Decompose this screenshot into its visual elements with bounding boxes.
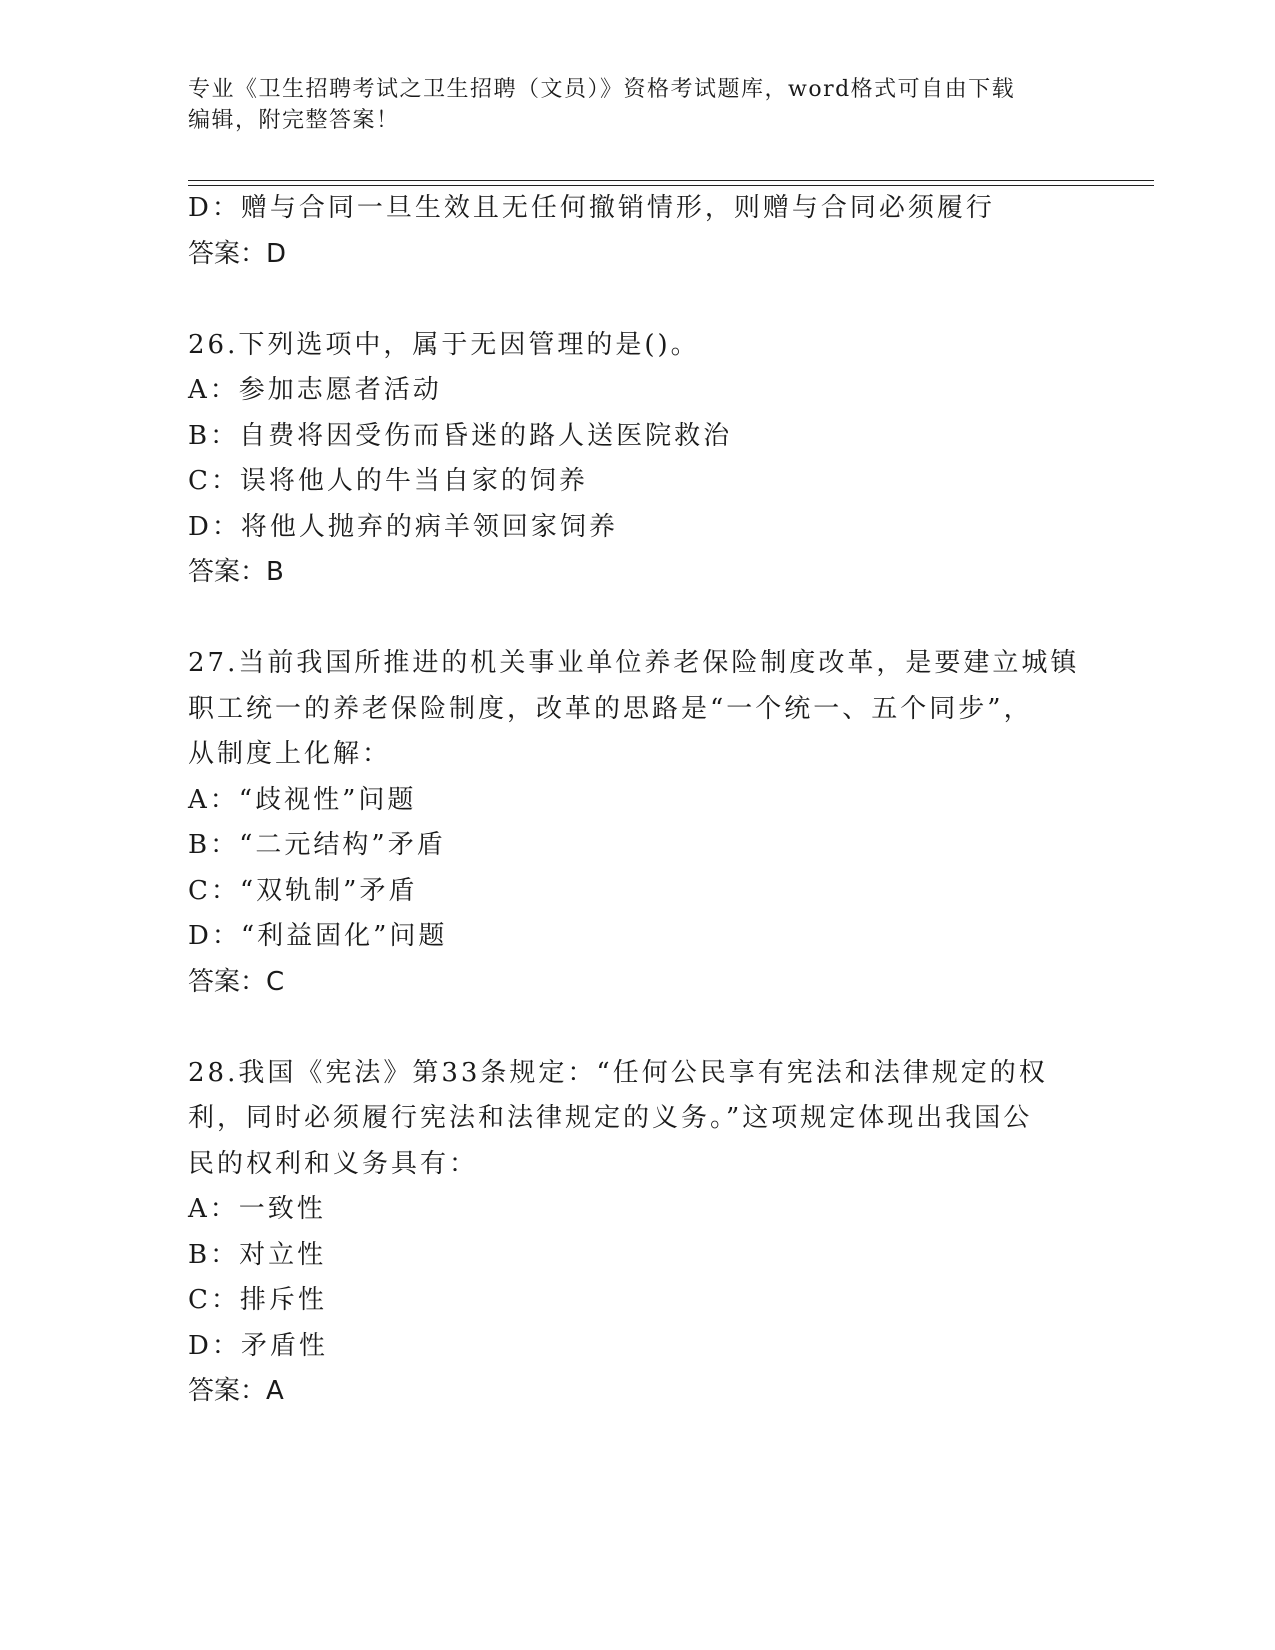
option-b: B：对立性	[188, 1239, 327, 1270]
spacer	[188, 1005, 1088, 1051]
answer-line: 答案：A	[188, 1376, 284, 1406]
previous-question-tail	[188, 186, 1088, 277]
question-28	[188, 1051, 1088, 1415]
spacer	[188, 596, 1088, 642]
option-b: B：“二元结构”矛盾	[188, 830, 446, 860]
header-rule-top	[188, 180, 1154, 181]
option-d: D：“利益固化”问题	[188, 921, 448, 951]
answer-line: 答案：D	[188, 238, 287, 269]
option-a: A：参加志愿者活动	[188, 375, 442, 405]
header-line-1: 专业《卫生招聘考试之卫生招聘（文员）》资格考试题库，word格式可自由下载	[188, 77, 1016, 102]
option-d: D：赠与合同一旦生效且无任何撤销情形，则赠与合同必须履行	[188, 193, 995, 223]
question-list	[188, 186, 1088, 1415]
question-stem: 28.我国《宪法》第33条规定：“任何公民享有宪法和法律规定的权	[188, 1057, 1048, 1088]
question-26	[188, 323, 1088, 596]
option-b: B：自费将因受伤而昏迷的路人送医院救治	[188, 420, 733, 451]
option-c: C：“双轨制”矛盾	[188, 875, 418, 906]
option-d: D：矛盾性	[188, 1330, 328, 1361]
question-stem: 26.下列选项中，属于无因管理的是()。	[188, 329, 700, 360]
document-header	[188, 74, 1088, 136]
question-27	[188, 641, 1088, 1005]
option-a: A：一致性	[188, 1194, 326, 1224]
question-stem: 职工统一的养老保险制度，改革的思路是“一个统一、五个同步”，	[188, 693, 1033, 724]
question-stem: 从制度上化解：	[188, 739, 392, 769]
question-stem: 27.当前我国所推进的机关事业单位养老保险制度改革，是要建立城镇	[188, 648, 1080, 678]
question-stem: 利，同时必须履行宪法和法律规定的义务。”这项规定体现出我国公	[188, 1103, 1033, 1133]
option-d: D：将他人抛弃的病羊领回家饲养	[188, 511, 618, 542]
question-stem: 民的权利和义务具有：	[188, 1148, 479, 1179]
option-a: A：“歧视性”问题	[188, 784, 417, 815]
option-c: C：误将他人的牛当自家的饲养	[188, 466, 588, 496]
spacer	[188, 277, 1088, 323]
answer-line: 答案：C	[188, 966, 285, 997]
answer-line: 答案：B	[188, 557, 284, 587]
option-c: C：排斥性	[188, 1285, 327, 1315]
header-line-2: 编辑，附完整答案！	[188, 108, 400, 133]
